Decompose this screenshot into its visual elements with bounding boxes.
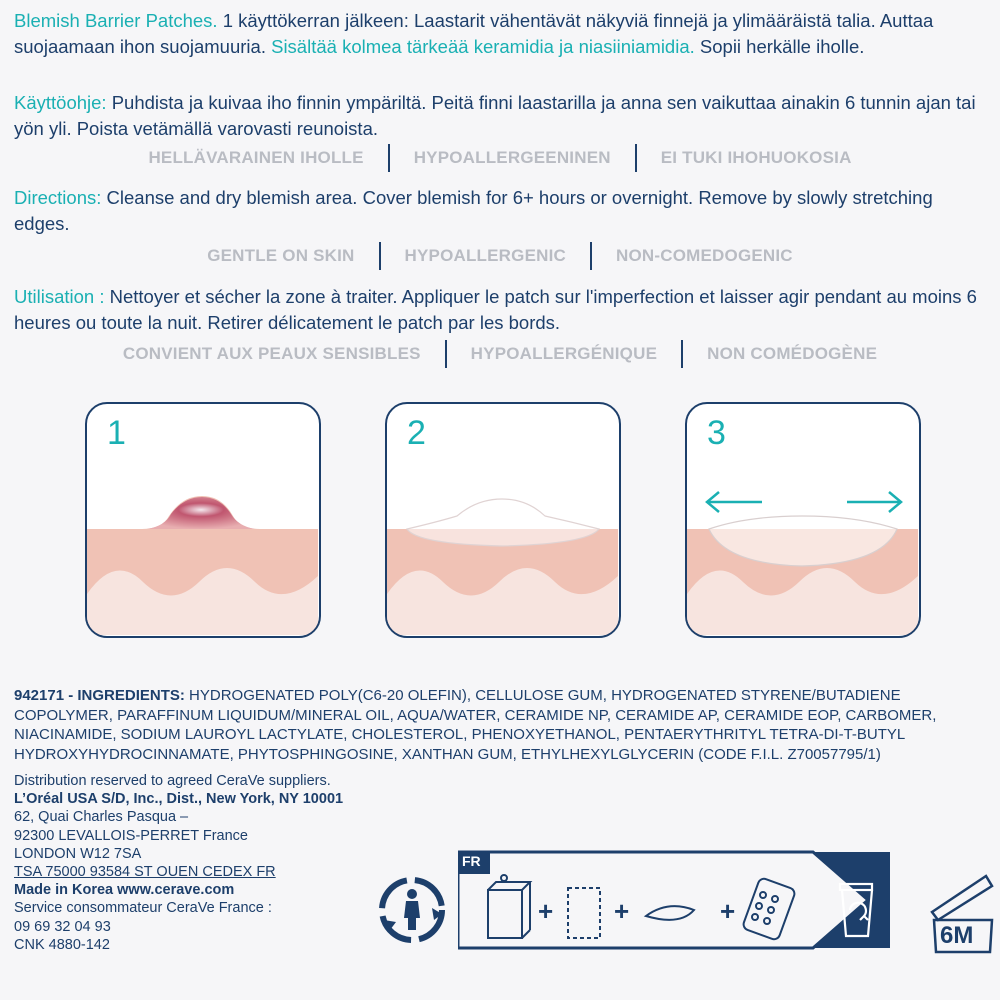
claim-hypoallergenic-fr: HYPOALLERGÉNIQUE <box>470 344 658 363</box>
step-1-panel <box>85 402 321 638</box>
address-city: 92300 LEVALLOIS-PERRET France <box>14 827 248 844</box>
english-claims <box>0 242 1000 270</box>
distribution-note: Distribution reserved to agreed CeraVe suppliers. <box>14 773 331 789</box>
country-code: FR <box>462 853 481 869</box>
finnish-directions-text: Puhdista ja kuivaa iho finnin ympäriltä. Peitä finni laastarilla ja anna sen vaikuttaa ainakin 6 tunnin ajan tai yön yli. Poista vetämällä varovasti reunoista. <box>14 92 976 139</box>
blister-sheet-icon <box>742 877 796 941</box>
plus-sign: + <box>614 896 630 926</box>
french-directions-label: Utilisation : <box>14 286 105 307</box>
triman-icon <box>370 868 454 952</box>
claim-gentle-fi: HELLÄVARAINEN IHOLLE <box>148 148 364 167</box>
english-directions <box>14 185 990 237</box>
finnish-directions-label: Käyttöohje: <box>14 92 107 113</box>
english-directions-label: Directions: <box>14 187 102 208</box>
recycling-info <box>458 850 890 950</box>
ingredients-label: 942171 - INGREDIENTS: <box>14 687 185 704</box>
ingredients-list <box>14 686 990 764</box>
step-3-number: 3 <box>707 414 726 452</box>
arrow-right-icon <box>847 492 901 512</box>
english-directions-text: Cleanse and dry blemish area. Cover blemish for 6+ hours or overnight. Remove by slowly stretching edges. <box>14 187 933 234</box>
distributor-line: L’Oréal USA S/D, Inc., Dist., New York, NY 10001 <box>14 791 344 808</box>
envelope-icon <box>568 888 600 938</box>
arrow-left-icon <box>707 492 762 512</box>
step-2-panel <box>385 402 621 638</box>
address-london: LONDON W12 7SA <box>14 845 142 862</box>
finnish-description <box>14 8 990 60</box>
claim-hypoallergenic-fi: HYPOALLERGEENINEN <box>413 148 611 167</box>
french-directions <box>14 284 990 336</box>
finnish-skin-text: Sopii herkälle iholle. <box>694 36 865 57</box>
box-icon <box>488 875 530 938</box>
step-1-number: 1 <box>107 414 126 452</box>
french-directions-text: Nettoyer et sécher la zone à traiter. Appliquer le patch sur l'imperfection et laisser agir pendant au moins 6 heures ou toute la nuit. Retirer délicatement le patch par les bords. <box>14 286 977 333</box>
ingredients-text: HYDROGENATED POLY(C6-20 OLEFIN), CELLULOSE GUM, HYDROGENATED STYRENE/BUTADIENE COPOLYMER, PARAFFINUM LIQUIDUM/MINERAL OIL, AQUA/WATER, CERAMIDE NP, CERAMIDE AP, CERAMIDE EOP, CARBOMER, NIACINAMIDE, SODIUM LAUROYL LACTYLATE, CHOLESTEROL, PHENOXYETHANOL, PENTAERYTHRITYL TETRA-DI-T-BUTYL HYDROXYHYDROCINNAMATE, PHYTOSPHINGOSINE, XANTHAN GUM, ETHYLHEXYLGLYCERIN (CODE F.I.L. Z70057795/1) <box>14 687 937 763</box>
service-line: Service consommateur CeraVe France : <box>14 900 272 917</box>
plus-sign: + <box>720 896 736 926</box>
cnk-code: CNK 4880-142 <box>14 936 110 953</box>
address-street: 62, Quai Charles Pasqua – <box>14 809 189 826</box>
plus-sign: + <box>538 896 554 926</box>
finnish-claims <box>0 144 1000 172</box>
pao-label: 6M <box>940 922 974 949</box>
made-in-line: Made in Korea www.cerave.com <box>14 882 235 899</box>
finnish-ingredients-highlight: Sisältää kolmea tärkeää keramidia ja niasiiniamidia. <box>271 36 695 57</box>
claim-gentle-en: GENTLE ON SKIN <box>207 246 355 265</box>
claim-noncomedogenic-en: NON-COMEDOGENIC <box>616 246 793 265</box>
step-3-panel <box>685 402 921 638</box>
product-name: Blemish Barrier Patches. <box>14 10 218 31</box>
finnish-directions <box>14 90 990 142</box>
open-jar-icon <box>928 870 998 954</box>
finnish-benefits: 1 käyttökerran jälkeen: Laastarit vähentävät näkyviä finnejä ja ylimääräistä talia. Auttaa suojaamaan ihon suojamuuria. <box>14 10 934 57</box>
claim-noncomedogenic-fi: EI TUKI IHOHUOKOSIA <box>660 148 852 167</box>
claim-hypoallergenic-en: HYPOALLERGENIC <box>404 246 566 265</box>
claim-sensitive-fr: CONVIENT AUX PEAUX SENSIBLES <box>122 344 421 363</box>
patch-icon <box>646 906 694 920</box>
phone-number: 09 69 32 04 93 <box>14 918 111 935</box>
address-tsa: TSA 75000 93584 ST OUEN CEDEX FR <box>14 864 276 881</box>
french-claims <box>0 340 1000 368</box>
step-2-number: 2 <box>407 414 426 452</box>
address-block <box>14 772 374 954</box>
claim-noncomedogenic-fr: NON COMÉDOGÈNE <box>707 344 878 363</box>
